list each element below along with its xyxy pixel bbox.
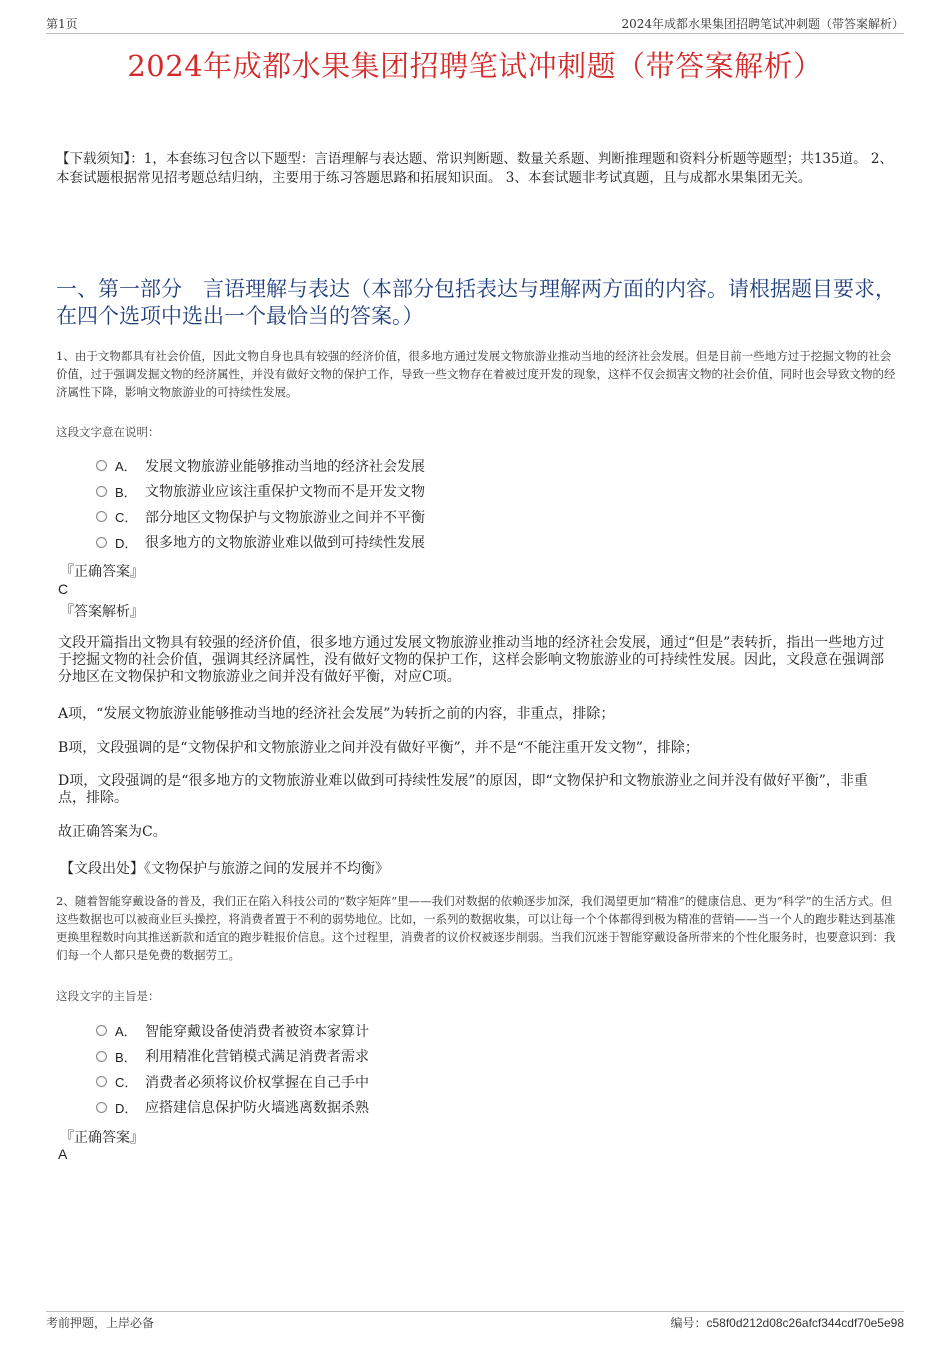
option-letter: C．	[115, 1075, 138, 1091]
footer-code	[670, 1314, 904, 1331]
question-1-analysis-paragraph: 文段开篇指出文物具有较强的经济价值，很多地方通过发展文物旅游业推动当地的经济社会发展，通过“但是”表转折，指出一些地方过于挖掘文物的社会价值，强调其经济属性，没有做好文物的保护工作，这样会影响文物旅游业的可持续性发展。因此，文段意在强调部分地区在文物保护和文物旅游业之间并没有做好平衡，对应C项。	[58, 635, 885, 685]
question-1-analysis-paragraph: A项，“发展文物旅游业能够推动当地的经济社会发展”为转折之前的内容，非重点，排除；	[58, 706, 615, 722]
radio-button-icon[interactable]	[96, 460, 107, 471]
question-1-option-b[interactable]	[96, 479, 425, 505]
option-letter: A．	[115, 1024, 137, 1040]
question-2-answer-label: 『正确答案』	[60, 1130, 144, 1146]
option-text: 部分地区文物保护与文物旅游业之间并不平衡	[145, 509, 425, 526]
radio-button-icon[interactable]	[96, 1051, 107, 1062]
question-1-analysis-label: 『答案解析』	[60, 604, 144, 620]
question-1-source: 【文段出处】《文物保护与旅游之间的发展并不均衡》	[60, 861, 389, 877]
option-text: 智能穿戴设备使消费者被资本家算计	[145, 1023, 369, 1040]
question-2-option-c[interactable]	[96, 1069, 369, 1095]
question-1-option-a[interactable]	[96, 453, 425, 479]
option-letter: A．	[115, 459, 137, 475]
header-doc-title: 2024年成都水果集团招聘笔试冲刺题（带答案解析）	[621, 17, 904, 31]
footer-divider	[46, 1311, 904, 1312]
question-2-option-d[interactable]	[96, 1095, 369, 1121]
footer-code-value: c58f0d212d08c26afcf344cdf70e5e98	[706, 1316, 904, 1330]
radio-button-icon[interactable]	[96, 1076, 107, 1087]
document-title: 2024年成都水果集团招聘笔试冲刺题（带答案解析）	[127, 49, 823, 83]
question-2-option-b[interactable]	[96, 1044, 369, 1070]
question-2-prompt: 这段文字的主旨是：	[56, 989, 160, 1003]
option-letter: C．	[115, 510, 138, 526]
option-letter: B．	[115, 484, 137, 500]
question-2-answer: A	[58, 1146, 68, 1162]
option-text: 应搭建信息保护防火墙逃离数据杀熟	[145, 1100, 369, 1117]
footer-slogan: 考前押题，上岸必备	[46, 1316, 155, 1330]
question-2-options	[96, 1018, 369, 1120]
option-text: 发展文物旅游业能够推动当地的经济社会发展	[145, 458, 425, 475]
download-notice: 【下载须知】：1，本套练习包含以下题型：言语理解与表达题、常识判断题、数量关系题、判断推理题和资料分析题等题型；共135道。 2、本套试题根据常见招考题总结归纳，主要用于练习答题思路和拓展知识面。 3、本套试题非考试真题，且与成都水果集团无关。	[56, 151, 893, 186]
question-1-options	[96, 453, 425, 555]
option-text: 很多地方的文物旅游业难以做到可持续性发展	[145, 535, 425, 552]
question-1-answer: C	[58, 581, 69, 597]
section-heading: 一、第一部分 言语理解与表达（本部分包括表达与理解两方面的内容。请根据题目要求，在四个选项中选出一个最恰当的答案。）	[56, 277, 896, 328]
question-1-text: 1、由于文物都具有社会价值，因此文物自身也具有较强的经济价值，很多地方通过发展文物旅游业推动当地的经济社会发展。但是目前一些地方过于挖掘文物的社会价值，过于强调发掘文物的经济属性，并没有做好文物的保护工作，导致一些文物存在着被过度开发的现象，这样不仅会损害文物的社会价值，同时也会导致文物的经济属性下降，影响文物旅游业的可持续性发展。	[56, 349, 896, 399]
question-1-answer-label: 『正确答案』	[60, 564, 144, 580]
option-text: 文物旅游业应该注重保护文物而不是开发文物	[145, 484, 425, 501]
question-1-analysis-paragraph: B项，文段强调的是“文物保护和文物旅游业之间并没有做好平衡”，并不是“不能注重开发文物”，排除；	[58, 740, 699, 756]
option-letter: D．	[115, 1100, 138, 1116]
option-text: 利用精准化营销模式满足消费者需求	[145, 1049, 369, 1066]
question-1-option-c[interactable]	[96, 504, 425, 530]
footer-code-label: 编号：	[670, 1316, 707, 1330]
option-letter: D．	[115, 535, 138, 551]
option-letter: B．	[115, 1049, 137, 1065]
question-1-option-d[interactable]	[96, 530, 425, 556]
radio-button-icon[interactable]	[96, 1025, 107, 1036]
question-1-analysis-paragraph: D项，文段强调的是“很多地方的文物旅游业难以做到可持续性发展”的原因，即“文物保护和文物旅游业之间并没有做好平衡”，非重点，排除。	[58, 773, 868, 806]
option-text: 消费者必须将议价权掌握在自己手中	[145, 1074, 369, 1091]
question-1-analysis-paragraph: 故正确答案为C。	[58, 824, 167, 840]
radio-button-icon[interactable]	[96, 511, 107, 522]
radio-button-icon[interactable]	[96, 537, 107, 548]
radio-button-icon[interactable]	[96, 486, 107, 497]
radio-button-icon[interactable]	[96, 1102, 107, 1113]
question-2-option-a[interactable]	[96, 1018, 369, 1044]
question-2-text: 2、随着智能穿戴设备的普及，我们正在陷入科技公司的“数字矩阵”里——我们对数据的依赖逐步加深，我们渴望更加“精准”的健康信息、更为“科学”的生活方式。但这些数据也可以被商业巨头操控，将消费者置于不利的弱势地位。比如，一系列的数据收集，可以让每一个个体都得到极为精准的营销——当一个人的跑步鞋达到基准更换里程数时向其推送新款和适宜的跑步鞋报价信息。这个过程里，消费者的议价权被逐步削弱。当我们沉迷于智能穿戴设备所带来的个性化服务时，也要意识到：我们每一个人都只是免费的数据劳工。	[56, 894, 896, 962]
question-1-prompt: 这段文字意在说明：	[56, 425, 160, 439]
page-number: 第1页	[46, 17, 78, 31]
header-divider	[46, 33, 904, 34]
